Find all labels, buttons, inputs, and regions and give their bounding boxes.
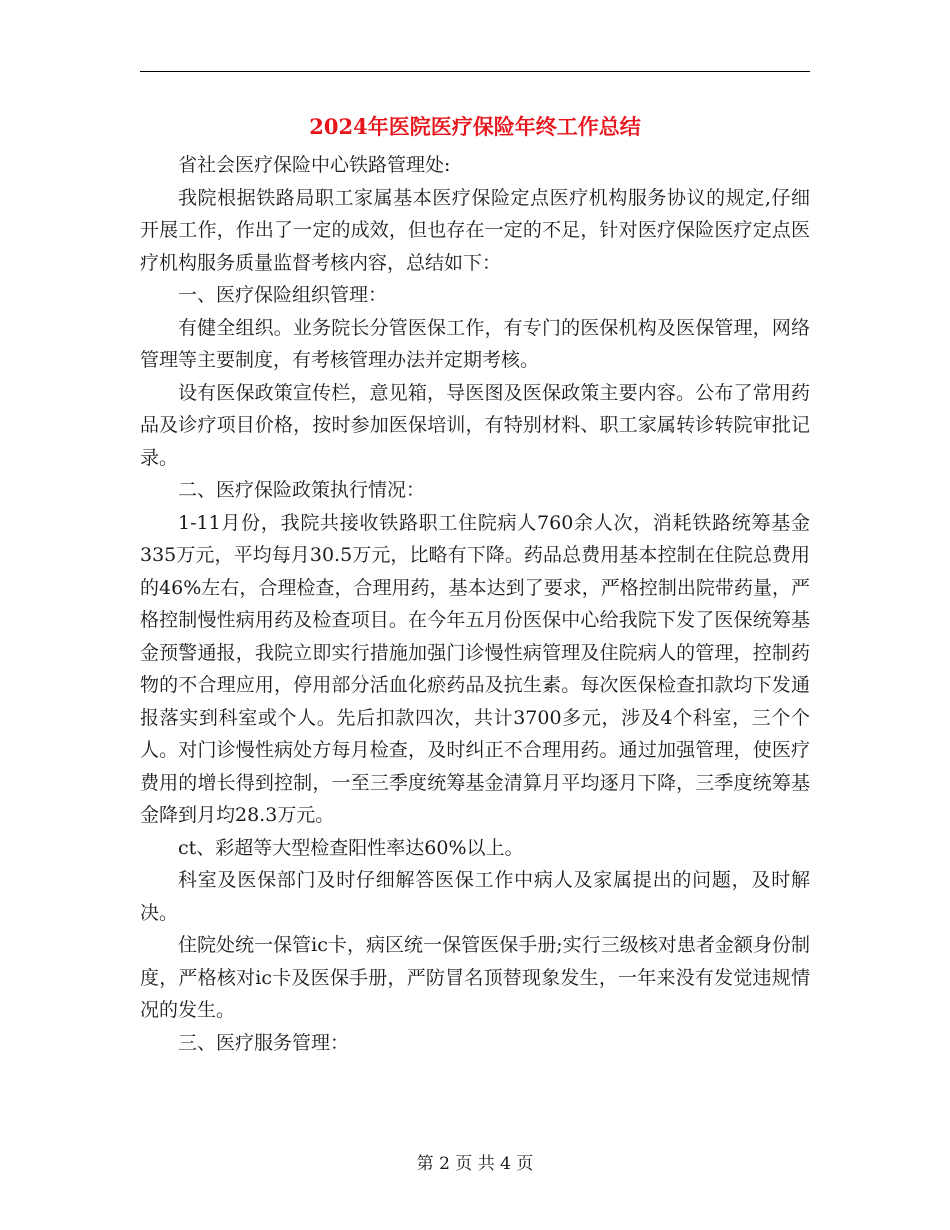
section-heading-1: 一、医疗保险组织管理： bbox=[178, 284, 388, 306]
body-paragraph: 科室及医保部门及时仔细解答医保工作中病人及家属提出的问题，及时解决。 bbox=[140, 869, 810, 924]
intro-paragraph: 我院根据铁路局职工家属基本医疗保险定点医疗机构服务协议的规定,仔细开展工作，作出了一定的成效，但也存在一定的不足，针对医疗保险医疗定点医疗机构服务质量监督考核内容，总结如下： bbox=[140, 186, 810, 274]
header-rule bbox=[140, 71, 810, 72]
document-body bbox=[140, 149, 810, 1059]
salutation-paragraph: 省社会医疗保险中心铁路管理处: bbox=[178, 154, 451, 176]
section-heading-2: 二、医疗保险政策执行情况： bbox=[178, 479, 426, 501]
document-title: 2024年医院医疗保险年终工作总结 bbox=[309, 114, 641, 139]
section-heading-3: 三、医疗服务管理： bbox=[178, 1031, 350, 1054]
body-paragraph: ct、彩超等大型检查阳性率达60%以上。 bbox=[178, 836, 524, 859]
body-paragraph: 1-11月份，我院共接收铁路职工住院病人760余人次，消耗铁路统筹基金335万元，平均每月30.5万元，比略有下降。药品总费用基本控制在住院总费用的46%左右，合理检查，合理用药，基本达到了要求，严格控制出院带药量，严格控制慢性病用药及检查项目。在今年五月份医保中心给我院下发了医保统筹基金预警通报，我院立即实行措施加强门诊慢性病管理及住院病人的管理，控制药物的不合理应用，停用部分活血化瘀药品及抗生素。每次医保检查扣款均下发通报落实到科室或个人。先后扣款四次，共计3700多元，涉及4个科室，三个个人。对门诊慢性病处方每月检查，及时纠正不合理用药。通过加强管理，使医疗费用的增长得到控制，一至三季度统筹基金清算月平均逐月下降，三季度统筹基金降到月均28.3万元。 bbox=[140, 511, 810, 826]
body-paragraph: 设有医保政策宣传栏，意见箱，导医图及医保政策主要内容。公布了常用药品及诊疗项目价格，按时参加医保培训，有特别材料、职工家属转诊转院审批记录。 bbox=[140, 381, 810, 469]
page-number-label: 第 2 页 共 4 页 bbox=[416, 1154, 534, 1174]
body-paragraph: 住院处统一保管ic卡，病区统一保管医保手册;实行三级核对患者金额身份制度，严格核对ic卡及医保手册，严防冒名顶替现象发生，一年来没有发觉违规情况的发生。 bbox=[140, 934, 810, 1021]
body-paragraph: 有健全组织。业务院长分管医保工作，有专门的医保机构及医保管理，网络管理等主要制度，有考核管理办法并定期考核。 bbox=[140, 316, 810, 371]
page-footer bbox=[0, 1153, 950, 1175]
